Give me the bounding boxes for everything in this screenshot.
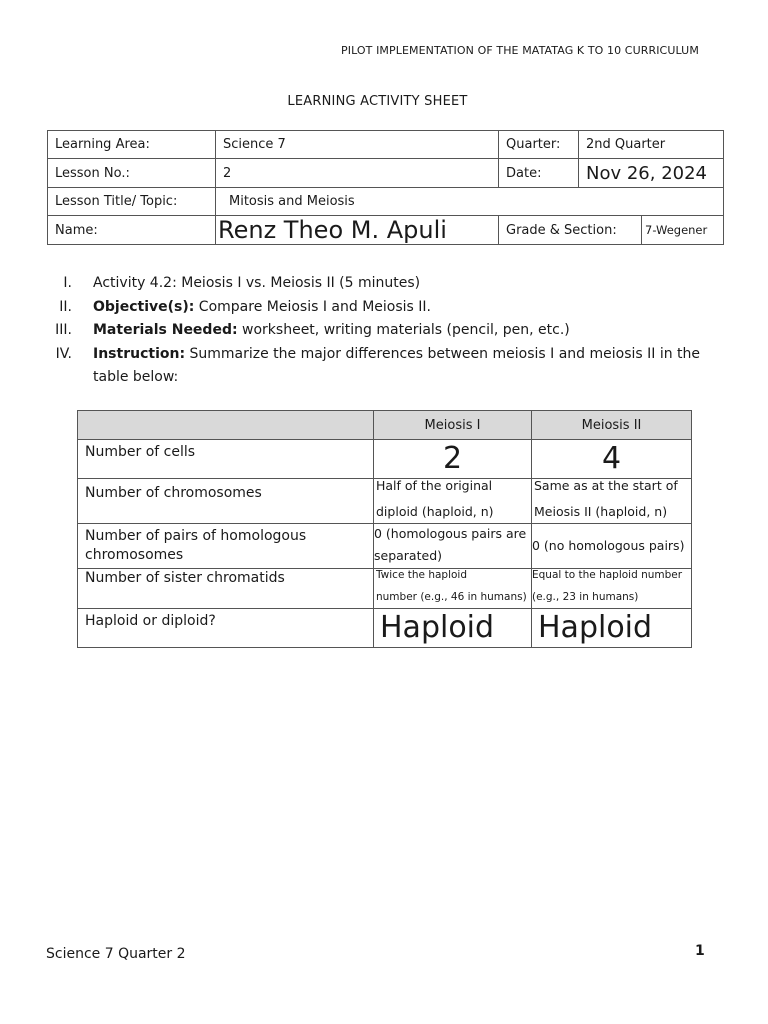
page-number: 1 (695, 943, 705, 959)
header-blank (78, 411, 374, 440)
table-header-row (78, 411, 692, 440)
grade-section-label: Grade & Section: (499, 216, 642, 245)
meiosis-2-value: Same as at the start of Meiosis II (haploid, n) (532, 479, 692, 524)
name-label: Name: (48, 216, 216, 245)
item-number: IV. (55, 345, 72, 362)
meiosis-comparison-table (77, 410, 692, 648)
table-row (78, 524, 692, 569)
meiosis-1-value: 0 (homologous pairs are separated) (374, 524, 532, 569)
instruction-item (52, 296, 712, 320)
footer-subject: Science 7 Quarter 2 (46, 946, 186, 962)
meiosis-1-value: Twice the haploid number (e.g., 46 in humans) (374, 569, 532, 609)
instruction-label: Instruction: (93, 345, 186, 362)
row-label: Number of pairs of homologous chromosomes (78, 524, 374, 569)
table-row (78, 479, 692, 524)
meiosis-2-value: 4 (532, 440, 692, 479)
lesson-no-value: 2 (216, 159, 499, 188)
meiosis-2-value: Equal to the haploid number (e.g., 23 in humans) (532, 569, 692, 609)
activity-label: Activity 4.2: Meiosis I vs. Meiosis II (5 minutes) (93, 275, 421, 291)
quarter-label: Quarter: (499, 131, 579, 159)
lesson-title-value: Mitosis and Meiosis (216, 188, 724, 216)
objective-label: Objective(s): (93, 298, 195, 315)
meiosis-1-value: 2 (374, 440, 532, 479)
row-label: Number of chromosomes (78, 479, 374, 524)
lesson-no-label: Lesson No.: (48, 159, 216, 188)
learning-area-label: Learning Area: (48, 131, 216, 159)
row-label: Number of cells (78, 440, 374, 479)
instruction-text: Summarize the major differences between meiosis I and meiosis II in the table below: (93, 345, 701, 385)
date-value: Nov 26, 2024 (579, 159, 724, 188)
grade-section-value: 7-Wegener (642, 216, 724, 245)
lesson-title-label: Lesson Title/ Topic: (48, 188, 216, 216)
meiosis-1-value: Haploid (374, 609, 532, 648)
item-number: II. (59, 298, 72, 315)
sheet-title: LEARNING ACTIVITY SHEET (287, 94, 468, 109)
meiosis-2-value: 0 (no homologous pairs) (532, 524, 692, 569)
student-info-table (47, 130, 724, 245)
header-meiosis-1: Meiosis I (374, 411, 532, 440)
meiosis-2-value: Haploid (532, 609, 692, 648)
instruction-item (52, 319, 712, 343)
header-meiosis-2: Meiosis II (532, 411, 692, 440)
item-number: I. (63, 275, 72, 291)
quarter-value: 2nd Quarter (579, 131, 724, 159)
objective-text: Compare Meiosis I and Meiosis II. (194, 298, 431, 315)
curriculum-header: PILOT IMPLEMENTATION OF THE MATATAG K TO 10 CURRICULUM (341, 44, 699, 57)
table-row (78, 609, 692, 648)
materials-text: worksheet, writing materials (pencil, pen, etc.) (237, 322, 570, 338)
meiosis-1-value: Half of the original diploid (haploid, n) (374, 479, 532, 524)
materials-label: Materials Needed: (93, 322, 238, 338)
row-label: Haploid or diploid? (78, 609, 374, 648)
learning-area-value: Science 7 (216, 131, 499, 159)
row-label: Number of sister chromatids (78, 569, 374, 609)
item-number: III. (55, 322, 72, 338)
instruction-item (52, 272, 712, 296)
date-label: Date: (499, 159, 579, 188)
name-value: Renz Theo M. Apuli (216, 216, 499, 245)
instruction-item (52, 343, 712, 390)
table-row (78, 440, 692, 479)
instructions-list (52, 272, 712, 390)
table-row (78, 569, 692, 609)
